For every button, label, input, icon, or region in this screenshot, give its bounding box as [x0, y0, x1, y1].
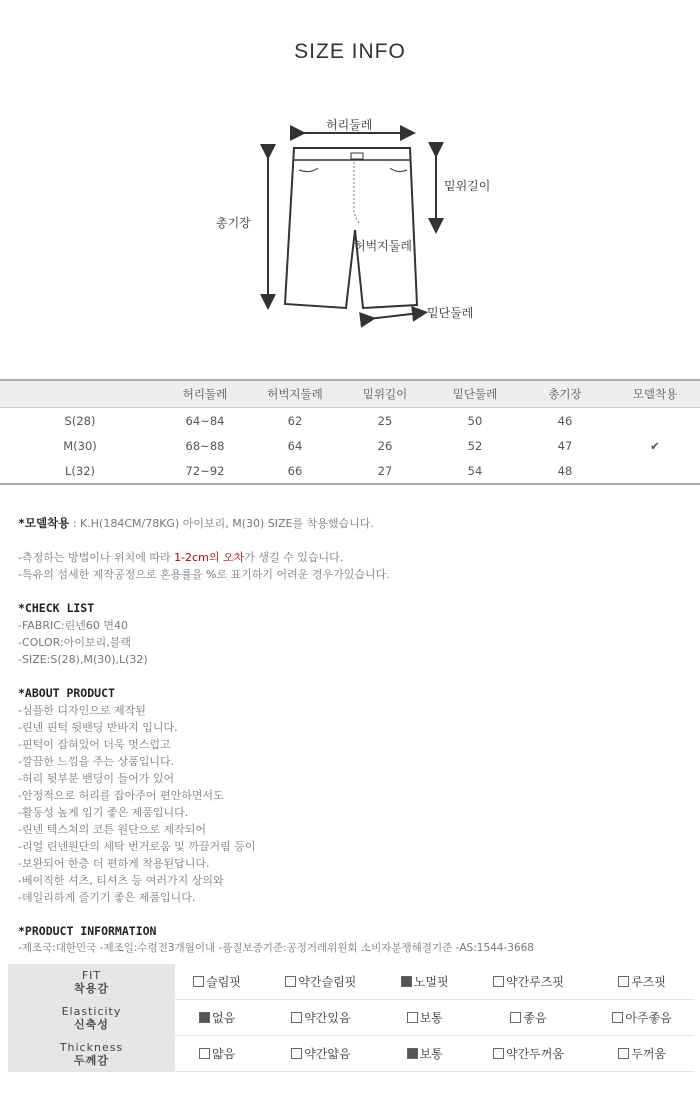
unchecked-box-icon [407, 1012, 418, 1023]
fit-option-label: 두꺼움 [631, 1047, 666, 1061]
unchecked-box-icon [612, 1012, 623, 1023]
waist-cell: 72~92 [160, 458, 250, 484]
fit-option-label: 루즈핏 [631, 975, 666, 989]
fit-row-label-ko: 신축성 [74, 1017, 109, 1031]
model-cell [610, 458, 700, 484]
size-cell: S(28) [64, 413, 96, 428]
length-cell: 48 [520, 458, 610, 484]
fit-option-label: 없음 [212, 1011, 236, 1025]
model-note-head: *모델착용 [18, 516, 70, 530]
model-note [18, 515, 688, 532]
fit-option-label: 노멀핏 [413, 975, 449, 989]
thigh-cell: 66 [250, 458, 340, 484]
unchecked-box-icon [493, 976, 504, 987]
size-cell: M(30) [63, 438, 97, 453]
fit-option [383, 1036, 467, 1072]
unchecked-box-icon [291, 1012, 302, 1023]
fit-option [175, 964, 259, 1000]
measure-note [18, 549, 688, 566]
table-row [0, 458, 700, 484]
fit-option-label: 아주좋음 [625, 1011, 672, 1025]
blend-note: -특유의 섬세한 제작공정으로 혼용률을 %로 표기하기 어려운 경우가있습니다. [18, 568, 390, 581]
list-item: -핀턱이 잡혀있어 더욱 멋스럽고 [18, 738, 171, 751]
fit-table [8, 964, 694, 1072]
fit-row-label-en: Thickness [59, 1040, 124, 1054]
fit-table-row [8, 964, 694, 1000]
table-row [0, 408, 700, 434]
fit-option [590, 1036, 694, 1072]
fit-option [467, 1036, 590, 1072]
fit-row-label [8, 1036, 175, 1072]
fit-option-label: 약간두꺼움 [506, 1047, 564, 1061]
fit-option-label: 약간루즈핏 [506, 975, 564, 989]
model-check-icon: ✔ [650, 438, 660, 453]
fit-option [259, 964, 382, 1000]
checked-box-icon [401, 976, 412, 987]
unchecked-box-icon [291, 1048, 302, 1059]
table-row [0, 433, 700, 458]
header-cell: 총기장 [520, 380, 610, 408]
unchecked-box-icon [618, 976, 629, 987]
list-item: -COLOR:아이보리,블랙 [18, 636, 131, 649]
list-item: -베이직한 셔츠, 티셔츠 등 여러가지 상의와 [18, 874, 224, 887]
fit-option-label: 슬림핏 [206, 975, 241, 989]
thigh-cell: 64 [287, 438, 303, 453]
hem-label: 밑단둘레 [427, 306, 474, 320]
size-table-header [0, 380, 700, 408]
page-title: SIZE INFO [294, 40, 406, 63]
length-cell: 46 [557, 413, 573, 428]
fit-option [383, 964, 467, 1000]
unchecked-box-icon [493, 1048, 504, 1059]
fit-option [590, 1000, 694, 1036]
header-cell: 허리둘레 [160, 380, 250, 408]
unchecked-box-icon [618, 1048, 629, 1059]
hem-cell: 50 [467, 413, 483, 428]
header-cell: 허벅지둘레 [250, 380, 340, 408]
fit-option [175, 1000, 259, 1036]
list-item: -데일리하게 즐기기 좋은 제품입니다. [18, 891, 196, 904]
thigh-label: 허벅지둘레 [354, 239, 412, 253]
fit-table-row [8, 1000, 694, 1036]
fit-option-label: 약간슬림핏 [298, 975, 357, 989]
rise-label: 밑위길이 [444, 179, 491, 193]
check-list-head: *CHECK LIST [18, 601, 95, 615]
list-item: -SIZE:S(28),M(30),L(32) [18, 653, 148, 666]
fit-row-label-ko: 착용감 [74, 981, 109, 995]
header-cell: 모델착용 [610, 380, 700, 408]
fit-option [259, 1000, 382, 1036]
shorts-outline [285, 148, 417, 308]
unchecked-box-icon [510, 1012, 521, 1023]
hem-cell: 52 [467, 438, 483, 453]
fit-option-label: 좋음 [523, 1011, 547, 1025]
product-info-head: *PRODUCT INFORMATION [18, 924, 157, 938]
fit-row-label [8, 1000, 175, 1036]
model-note-text: : K.H(184CM/78KG) 아이보리, M(30) SIZE를 착용했습니다. [69, 517, 374, 530]
size-table [0, 379, 700, 485]
fit-option-label: 보통 [419, 1047, 443, 1061]
measure-note-text: -측정하는 방법이나 위치에 따라 [18, 551, 175, 564]
list-item: -리얼 린넨원단의 세탁 번거로움 및 까끌거림 등이 [18, 840, 256, 853]
list-item: -안정적으로 허리를 잡아주어 편안하면서도 [18, 789, 224, 802]
measure-note-text: 가 생길 수 있습니다. [244, 551, 344, 564]
header-cell: 밑위길이 [340, 380, 430, 408]
fit-option-label: 약간얇음 [304, 1047, 351, 1061]
list-item: -린넨 텍스쳐의 코튼 원단으로 제작되어 [18, 823, 206, 836]
hem-cell: 54 [430, 458, 520, 484]
rise-cell: 27 [340, 458, 430, 484]
shorts-diagram-drawing [0, 100, 700, 340]
fit-option-label: 보통 [419, 1011, 443, 1025]
list-item: -허리 뒷부분 밴딩이 들어가 있어 [18, 772, 175, 785]
product-info-line: -제조국:대한민국 -제조일:수령전3개월이내 -품질보증기준:공정거래위원회 소비자분쟁해결기준 -AS:1544-3668 [18, 942, 534, 954]
fit-option-label: 약간있음 [304, 1011, 351, 1025]
rise-cell: 25 [377, 413, 393, 428]
list-item: -FABRIC:린넨60 면40 [18, 619, 129, 632]
shorts-diagram [0, 100, 700, 340]
fit-option [467, 1000, 590, 1036]
fit-option [467, 964, 590, 1000]
fit-option [590, 964, 694, 1000]
fit-option [259, 1036, 382, 1072]
header-cell [0, 380, 160, 408]
unchecked-box-icon [199, 1048, 210, 1059]
list-item: -활동성 높게 입기 좋은 제품입니다. [18, 806, 189, 819]
fit-option-label: 얇음 [212, 1047, 236, 1061]
thigh-cell: 62 [287, 413, 303, 428]
list-item: -보완되어 한층 더 편하게 착용된답니다. [18, 857, 210, 870]
fit-table-row [8, 1036, 694, 1072]
list-item: -린넨 핀턱 뒷밴딩 반바지 입니다. [18, 721, 178, 734]
unchecked-box-icon [285, 976, 296, 987]
waist-label: 허리둘레 [326, 118, 373, 132]
waist-cell: 68~88 [185, 438, 225, 453]
error-range-highlight: 1-2cm의 오차 [174, 551, 245, 564]
fit-row-label [8, 964, 175, 1000]
fit-option [175, 1036, 259, 1072]
waist-cell: 64~84 [185, 413, 225, 428]
length-cell: 47 [557, 438, 573, 453]
fit-row-label-ko: 두께감 [74, 1053, 109, 1067]
unchecked-box-icon [193, 976, 204, 987]
header-cell: 밑단둘레 [430, 380, 520, 408]
fit-row-label-en: Elasticity [61, 1004, 122, 1018]
checked-box-icon [199, 1012, 210, 1023]
product-notes [18, 515, 688, 957]
list-item: -깔끔한 느낌을 주는 상품입니다. [18, 755, 175, 768]
size-cell: L(32) [0, 458, 160, 484]
checked-box-icon [407, 1048, 418, 1059]
fit-row-label-en: FIT [81, 968, 102, 982]
rise-cell: 26 [377, 438, 393, 453]
list-item: -심플한 디자인으로 제작된 [18, 704, 146, 717]
total-length-label: 총기장 [216, 216, 251, 230]
fit-option [383, 1000, 467, 1036]
model-cell [610, 408, 700, 434]
about-head: *ABOUT PRODUCT [18, 686, 115, 700]
